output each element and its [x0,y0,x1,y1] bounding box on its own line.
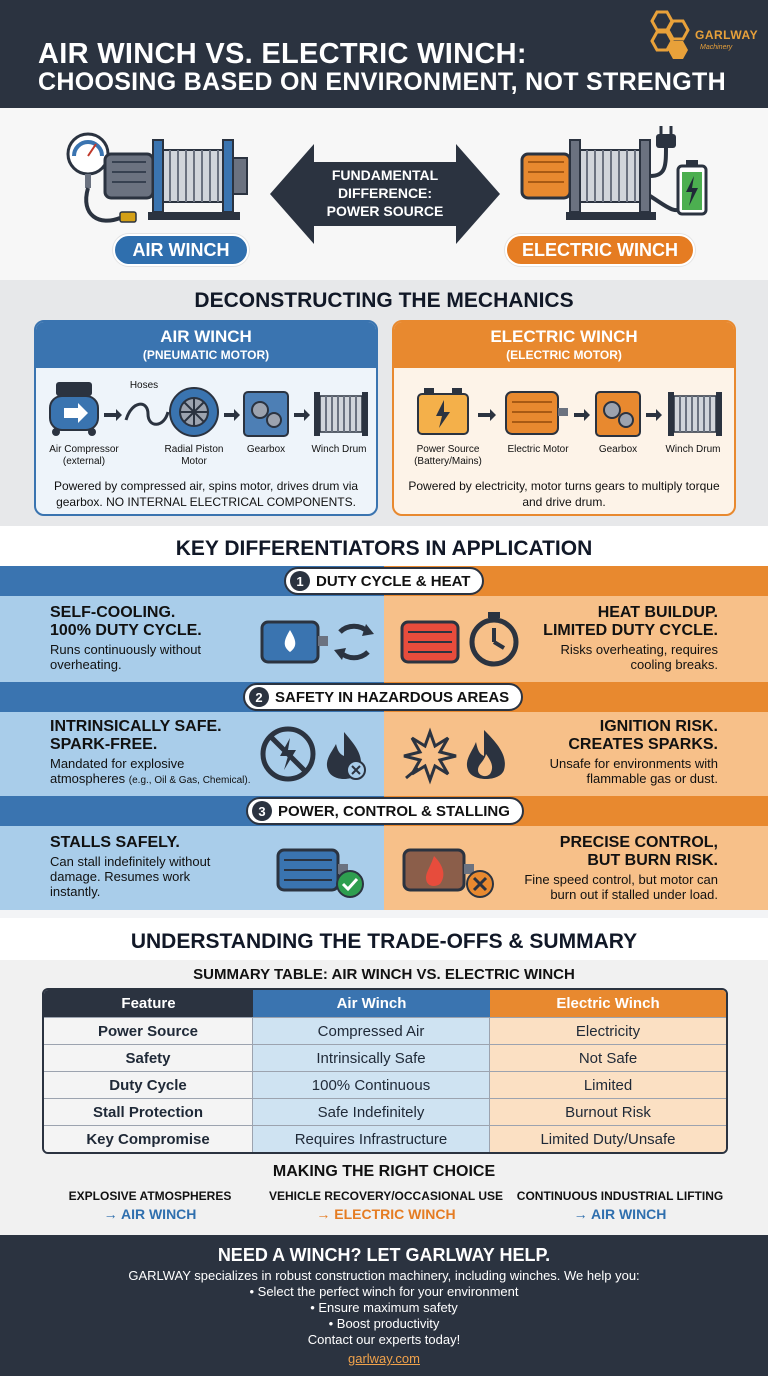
electric-stall-heading1: PRECISE CONTROL, [559,834,718,851]
list-item: • Select the perfect winch for your environment [249,1284,519,1299]
air-safety-heading2: SPARK-FREE. [50,736,158,753]
fundamental-line3: POWER SOURCE [326,203,444,219]
air-step-motor: Radial Piston Motor [164,444,224,467]
badge-number: 1 [290,571,310,591]
power-control-badge [246,797,524,825]
air-step-drum: Winch Drum [311,444,367,455]
electric-winch-card [392,320,736,516]
electric-motor-icon [506,392,568,434]
choice-result: → AIR WINCH [573,1206,667,1222]
timer-icon [472,612,516,664]
fundamental-difference-arrow [270,144,500,244]
footer-intro: GARLWAY specializes in robust construction machinery, including winches. We help you: [128,1268,640,1283]
gearbox-icon [244,392,288,436]
air-card-title: AIR WINCH [160,327,252,346]
electric-stall-heading2: BUT BURN RISK. [587,852,718,869]
table-cell-air: Intrinsically Safe [253,1044,490,1071]
gearbox-icon [596,392,640,436]
table-row [44,1044,726,1071]
hexagon-logo-icon [643,10,693,60]
choice-result: → AIR WINCH [103,1206,197,1222]
footer-heading: NEED A WINCH? LET GARLWAY HELP. [217,1245,551,1265]
air-duty-text: Runs continuously without overheating. [50,642,202,672]
self-cooling-motor-icon [256,606,376,670]
spark-icon [404,732,456,780]
badge-label: SAFETY IN HAZARDOUS AREAS [275,688,510,706]
gauge-icon [68,134,108,188]
electric-duty-heading2: LIMITED DUTY CYCLE. [543,622,718,639]
spark-free-icons [260,724,372,786]
differentiators-title: KEY DIFFERENTIATORS IN APPLICATION [175,537,593,560]
table-cell-feature: Duty Cycle [44,1071,253,1098]
row2-header-band [0,682,768,712]
table-cell-feature: Safety [44,1044,253,1071]
air-stall-heading: STALLS SAFELY. [50,834,180,851]
table-cell-air: 100% Continuous [253,1071,490,1098]
battery-icon [678,160,706,214]
air-safety-text-small: (e.g., Oil & Gas, Chemical). [128,775,251,786]
badge-number: 3 [252,801,272,821]
table-cell-electric: Electricity [490,1017,726,1044]
choice-case: EXPLOSIVE ATMOSPHERES [68,1189,232,1203]
table-cell-feature: Stall Protection [44,1098,253,1125]
differentiators-header [0,526,768,566]
summary-section [0,960,768,1235]
row1-header-band [0,566,768,596]
hero-section [0,108,768,280]
table-cell-electric: Limited [490,1071,726,1098]
hazardous-areas-badge [243,683,523,711]
logo-subtext: Machinery [700,44,733,51]
air-step-compressor: Air Compressor (external) [49,444,119,467]
flame-icon [467,730,505,779]
x-icon [467,871,493,897]
table-cell-air: Safe Indefinitely [253,1098,490,1125]
no-spark-icon [263,729,313,779]
footer [0,1235,768,1376]
duty-cycle-badge [284,567,484,595]
heat-buildup-motor-icon [398,604,518,670]
air-safety-heading1: INTRINSICALLY SAFE. [50,718,222,735]
table-cell-feature: Power Source [44,1017,253,1044]
row2-content [0,712,768,796]
badge-number: 2 [249,687,269,707]
row3-content [0,826,768,910]
air-stall-text: Can stall indefinitely without damage. Resumes work instantly. [50,854,211,899]
electric-winch-label: ELECTRIC WINCH [505,234,695,266]
choice-case: VEHICLE RECOVERY/OCCASIONAL USE [268,1189,504,1203]
electric-card-description: Powered by electricity, motor turns gears to multiply torque and drive drum. [408,479,720,509]
table-cell-electric: Not Safe [490,1044,726,1071]
electric-safety-text: Unsafe for environments with flammable gas or dust. [549,756,718,786]
air-winch-label: AIR WINCH [113,234,249,266]
electric-winch-illustration [516,126,726,236]
air-step-gearbox: Gearbox [246,444,286,455]
page-title-line1: AIR WINCH VS. ELECTRIC WINCH: [38,38,527,70]
table-header-feature: Feature [44,990,253,1017]
page-title-line2: CHOOSING BASED ON ENVIRONMENT, NOT STRENGTH [38,68,726,96]
making-right-choice-title: MAKING THE RIGHT CHOICE [272,1163,496,1180]
row3-header-band [0,796,768,826]
electric-card-title: ELECTRIC WINCH [490,327,638,346]
air-card-description: Powered by compressed air, spins motor, drives drum via gearbox. NO INTERNAL ELECTRICAL COMPONENTS. [53,479,359,509]
table-row [44,1125,726,1152]
mechanics-title: DECONSTRUCTING THE MECHANICS [194,289,574,312]
ignition-risk-icons [400,724,512,786]
flame-icon [327,732,365,779]
drum-icon [668,392,722,436]
burnout-motor-icon [400,836,500,900]
footer-website-link[interactable]: garlway.com [347,1351,420,1366]
air-duty-heading2: 100% DUTY CYCLE. [50,622,202,639]
electric-step-drum: Winch Drum [665,444,721,455]
table-row [44,1017,726,1044]
plug-icon [656,126,676,148]
air-card-subtitle: (PNEUMATIC MOTOR) [142,348,270,362]
fundamental-line2: DIFFERENCE: [337,185,433,201]
stall-safe-motor-icon [274,836,374,900]
choice-case: CONTINUOUS INDUSTRIAL LIFTING [516,1189,724,1203]
electric-step-power: Power Source (Battery/Mains) [414,444,482,467]
summary-table-caption: SUMMARY TABLE: AIR WINCH VS. ELECTRIC WINCH [193,966,575,983]
table-cell-electric: Limited Duty/Unsafe [490,1125,726,1152]
table-cell-air: Compressed Air [253,1017,490,1044]
table-row [44,1098,726,1125]
air-safety-text: Mandated for explosive atmospheres [50,756,185,786]
choice-vehicle-recovery [266,1187,506,1223]
garlway-logo[interactable] [643,10,761,60]
choice-continuous-lifting [510,1187,730,1223]
check-icon [337,871,363,897]
electric-safety-heading1: IGNITION RISK. [599,718,718,735]
logo-text: GARLWAY [695,28,759,42]
table-header-electric: Electric Winch [490,990,726,1017]
footer-bullets [0,1284,768,1332]
battery-power-icon [418,388,468,434]
table-cell-electric: Burnout Risk [490,1098,726,1125]
summary-title: UNDERSTANDING THE TRADE-OFFS & SUMMARY [130,930,638,953]
choice-explosive [62,1187,238,1223]
table-cell-air: Requires Infrastructure [253,1125,490,1152]
air-winch-illustration [60,126,260,236]
electric-safety-heading2: CREATES SPARKS. [568,736,718,753]
badge-label: DUTY CYCLE & HEAT [316,572,471,590]
mechanics-section [0,280,768,526]
summary-header [0,918,768,960]
footer-cta: Contact our experts today! [307,1332,461,1347]
electric-card-subtitle: (ELECTRIC MOTOR) [506,348,622,362]
electric-step-gearbox: Gearbox [598,444,638,455]
header [0,0,768,108]
electric-stall-text: Fine speed control, but motor can burn out if stalled under load. [524,872,718,902]
table-header-air: Air Winch [253,990,490,1017]
drum-icon [314,392,368,436]
list-item: • Boost productivity [328,1316,440,1331]
list-item: • Ensure maximum safety [310,1300,458,1315]
row1-content [0,596,768,682]
table-cell-feature: Key Compromise [44,1125,253,1152]
air-winch-card [34,320,378,516]
hoses-label: Hoses [129,380,159,391]
table-row [44,1071,726,1098]
choice-result: → ELECTRIC WINCH [316,1206,456,1222]
air-duty-heading1: SELF-COOLING. [50,604,176,621]
compressor-icon [50,382,98,436]
summary-table [42,988,728,1154]
electric-step-motor: Electric Motor [507,444,569,455]
badge-label: POWER, CONTROL & STALLING [278,802,510,820]
electric-duty-heading1: HEAT BUILDUP. [597,604,718,621]
fundamental-line1: FUNDAMENTAL [331,167,439,183]
electric-duty-text: Risks overheating, requires cooling breaks. [560,642,718,672]
